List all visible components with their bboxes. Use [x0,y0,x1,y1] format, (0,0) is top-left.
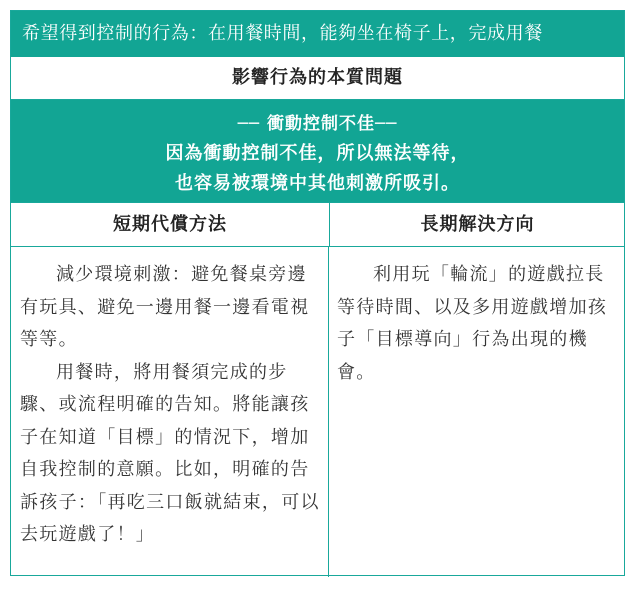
target-behavior-title: 希望得到控制的行為：在用餐時間，能夠坐在椅子上，完成用餐 [11,11,624,57]
core-issue-heading: 影響行為的本質問題 [11,57,624,100]
short-term-paragraph: 用餐時，將用餐須完成的步驟、或流程明確的告知。將能讓孩子在知道「目標」的情況下，增加自我控制的意願。比如，明確的告訴孩子：「再吃三口飯就結束，可以去玩遊戲了！」 [20,361,320,545]
core-issue-box [11,100,624,202]
long-term-heading: 長期解決方向 [420,214,535,235]
short-term-heading: 短期代償方法 [11,203,330,246]
strategy-body [11,247,624,577]
core-issue-line-1: 因為衝動控制不佳，所以無法等待， [165,143,470,164]
long-term-cell [329,247,624,577]
core-issue-kicker: ── 衝動控制不佳── [237,114,398,134]
column-headings [11,202,624,247]
behavior-plan-table [10,10,625,576]
long-term-paragraph: 利用玩「輪流」的遊戲拉長等待時間、以及多用遊戲增加孩子「目標導向」行為出現的機會。 [337,264,608,383]
core-issue-line-2: 也容易被環境中其他刺激所吸引。 [175,173,460,194]
short-term-cell [11,247,329,577]
short-term-paragraph: 減少環境刺激：避免餐桌旁邊有玩具、避免一邊用餐一邊看電視等等。 [20,264,310,350]
